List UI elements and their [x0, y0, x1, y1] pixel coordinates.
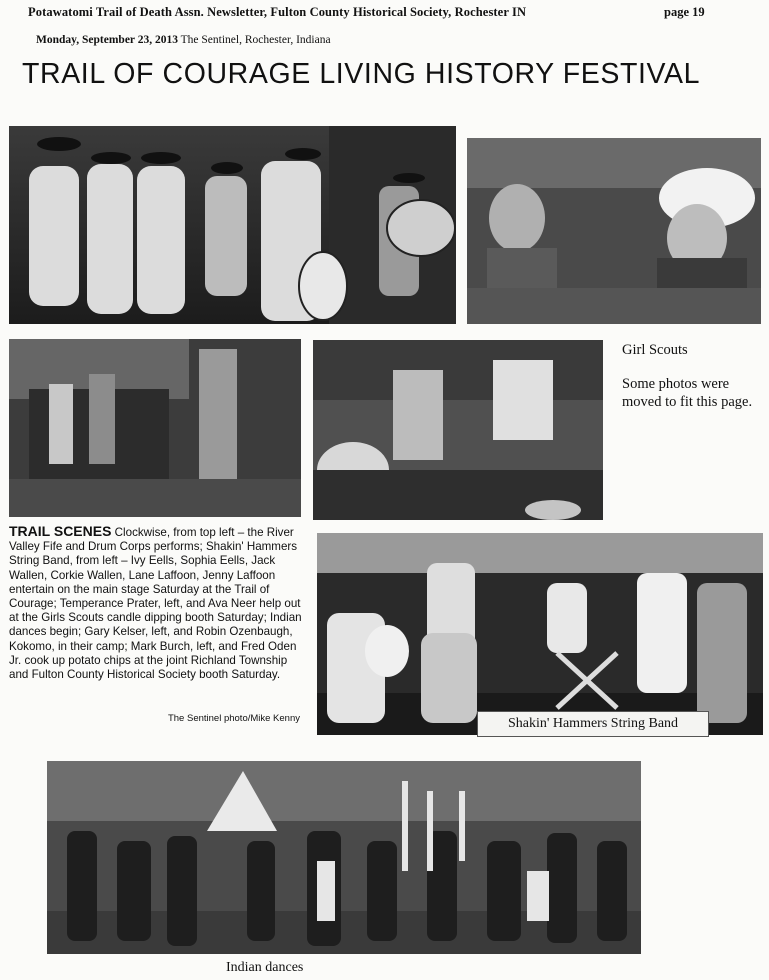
- trail-scenes-caption: [9, 524, 305, 682]
- dateline-date: Monday, September 23, 2013: [36, 34, 178, 46]
- photo-string-band: [317, 533, 763, 735]
- page-headline: TRAIL OF COURAGE LIVING HISTORY FESTIVAL: [22, 58, 701, 90]
- side-note-label: Girl Scouts: [622, 342, 688, 358]
- photo-girl-scouts: [467, 138, 761, 324]
- page-number: page 19: [664, 5, 705, 19]
- side-note: [622, 341, 767, 411]
- newsletter-header: Potawatomi Trail of Death Assn. Newsletter, Fulton County Historical Society, Rochester IN: [28, 5, 527, 19]
- photo-indian-dances: [47, 761, 641, 954]
- string-band-label: Shakin' Hammers String Band: [477, 711, 709, 737]
- photo-credit: The Sentinel photo/Mike Kenny: [167, 713, 300, 724]
- indian-dances-label: Indian dances: [226, 960, 304, 975]
- photo-reenactors-camp: [313, 340, 603, 520]
- photo-camp-scene: [9, 339, 301, 517]
- caption-body: Clockwise, from top left – the River Valley Fife and Drum Corps performs; Shakin' Hammers String Band, from left – Ivy Eells, Sophia Eells, Jack Wallen, Corkie Wallen, Lane Laffoon, Jenny Laffoon entertain on the main stage Saturday at the Trail of Courage; Temperance Prater, left, and Ava Neer help out at the Girls Scouts candle dipping booth Saturday; Indian dances begin; Gary Kelser, left, and Robin Ozenbaugh, Kokomo, in their camp; Mark Burch, left, and Fred Oden Jr. cook up potato chips at the joint Richland Township and Fulton County Historical Society booth Saturday.: [9, 526, 302, 682]
- caption-lead: TRAIL SCENES: [9, 523, 112, 539]
- dateline: [36, 34, 331, 46]
- dateline-source: The Sentinel, Rochester, Indiana: [180, 34, 331, 46]
- side-note-text: Some photos were moved to fit this page.: [622, 376, 753, 410]
- photo-fife-drum-corps: [9, 126, 456, 324]
